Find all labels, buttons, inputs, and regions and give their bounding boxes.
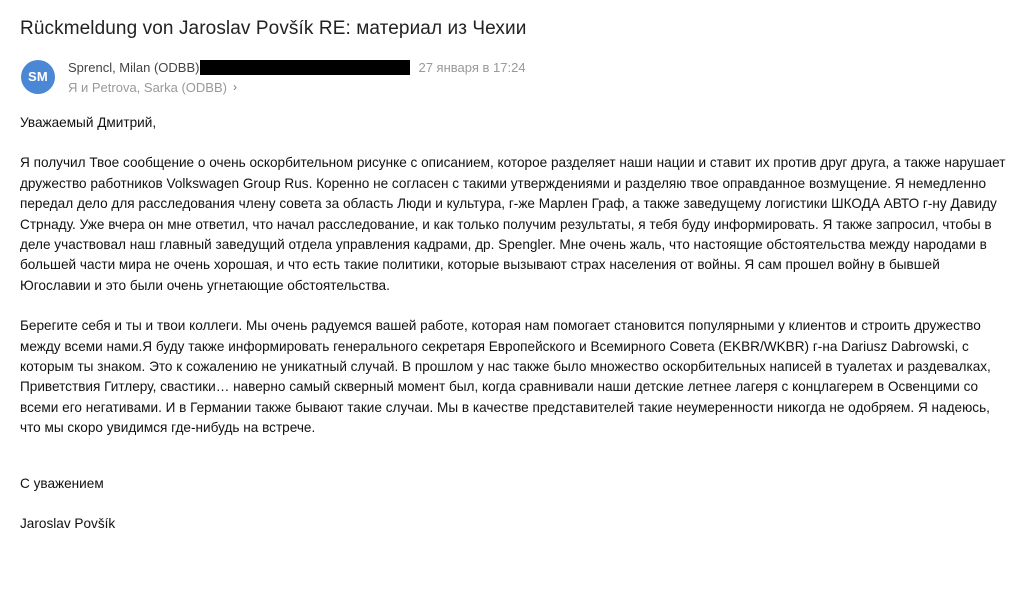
redacted-email-address	[200, 60, 410, 75]
chevron-right-icon[interactable]: ›	[232, 79, 237, 94]
email-subject: Rückmeldung von Jaroslav Povšík RE: материал из Чехии	[20, 18, 527, 39]
sender-avatar[interactable]: SM	[21, 60, 55, 94]
recipients-text[interactable]: Я и Petrova, Sarka (ODBB)	[68, 80, 227, 95]
signature: Jaroslav Povšík	[20, 516, 116, 532]
body-paragraph-2: Берегите себя и ты и твои коллеги. Мы очень радуемся вашей работе, которая нам помогает становится популярными у клиентов и строить дружество между всеми нами.Я буду также информировать генерального секретаря Европейского и Всемирного Совета (EKBR/WKBR) г-на Dariusz Dabrowski, с которым ты знаком. Это к сожалению не уникатный случай. В прошлом у нас также было множество оскорбительных написей в туалетах и раздевалках, Приветствия Гитлеру, свастики… наверно самый скверный момент был, когда сравнивали наши детские летнее лагеря с концлагерем в Освенцими со всеми его негативами. И в Германии также бывают такие случаи. Мы в качестве представителей такие неумеренности никогда не одобряем. Я надеюсь, что мы скоро увидимся где-нибудь на встрече.	[20, 318, 991, 436]
sender-name[interactable]: Sprencl, Milan (ODBB)	[68, 60, 200, 75]
body-paragraph-1: Я получил Твое сообщение о очень оскорбительном рисунке с описанием, которое разделяет наши нации и ставит их против друг друга, а также нарушает дружество работников Volkswagen Group Rus. Коренно не согласен с такими утверждениями и разделяю твое оправданное возмущение. Я немедленно передал дело для расследования члену совета за область Люди и культура, г-же Марлен Граф, а также заведущему логистики ШКОДА АВТО г-ну Давиду Стрнаду. Уже вчера он мне ответил, что начал расследование, и как только получим результаты, я тебя буду информировать. Я также запросил, чтобы в деле участвовал наш главный заведущий отдела управления кадрами, др. Spengler. Мне очень жаль, что настоящие обстоятельства между народами в большей части мира не очень хорошая, и что есть такие политики, которые вызывают страх населения от войны. Я сам прошел войну в бывшей Югославии и это были очень угнетающие обстоятельства.	[20, 155, 1006, 293]
email-body	[20, 113, 1010, 535]
recipients-line[interactable]	[68, 80, 237, 95]
sender-line	[68, 60, 526, 75]
greeting: Уважаемый Дмитрий,	[20, 115, 157, 130]
closing: С уважением	[20, 475, 104, 491]
email-date: 27 января в 17:24	[418, 60, 526, 75]
